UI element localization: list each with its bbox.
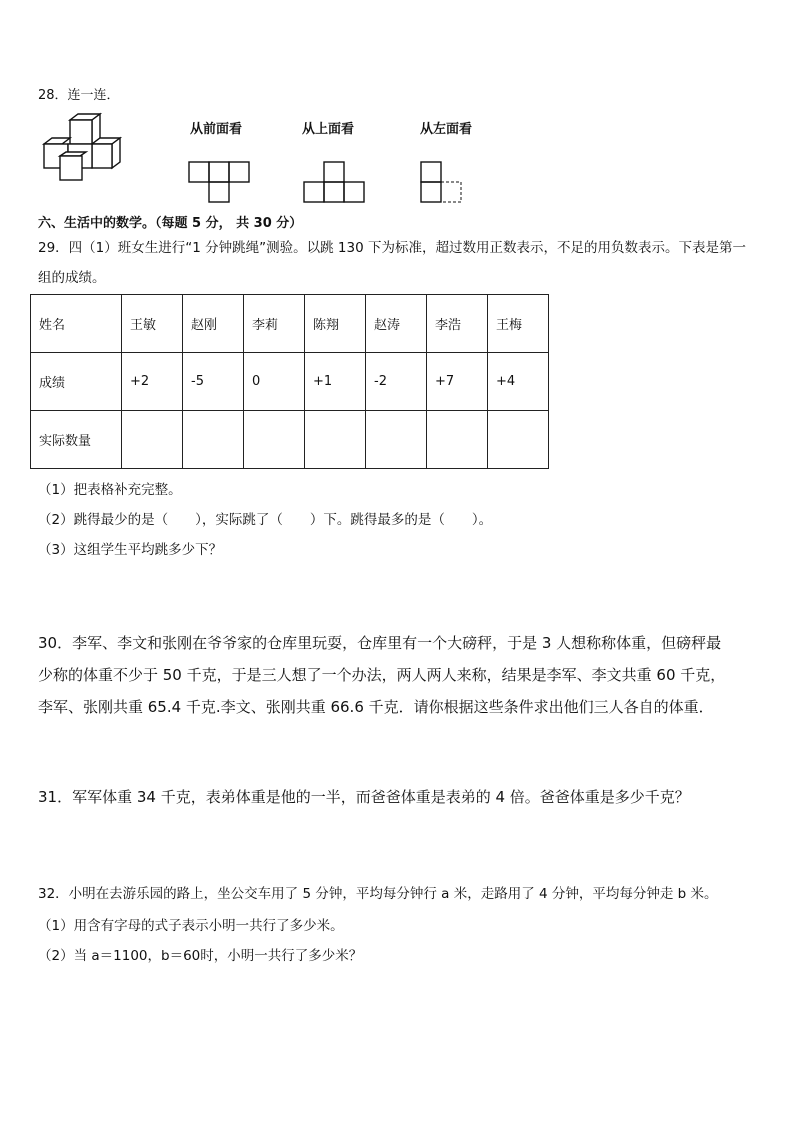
q30-line2: 少称的体重不少于 50 千克，于是三人想了一个办法，两人两人来称，结果是李军、李文共重 60 千克， <box>38 666 726 684</box>
q30-line3: 李军、张刚共重 65.4 千克.李文、张刚共重 66.6 千克．请你根据这些条件求出他们三人各自的体重． <box>38 698 714 716</box>
table-row <box>31 295 549 353</box>
table-cell: 王梅 <box>488 295 549 353</box>
table-cell: 王敏 <box>122 295 183 353</box>
score-table <box>30 294 549 469</box>
q32-sub2: （2）当 a＝1100，b＝60时，小明一共行了多少米？ <box>38 948 363 964</box>
q29-sub1: （1）把表格补充完整。 <box>38 482 182 498</box>
table-cell: -5 <box>183 353 244 411</box>
table-row <box>31 353 549 411</box>
view-label-top: 从上面看 <box>302 122 355 137</box>
table-cell: +7 <box>427 353 488 411</box>
table-cell: 李莉 <box>244 295 305 353</box>
table-cell-empty <box>366 411 427 469</box>
table-cell: 实际数量 <box>31 411 122 469</box>
cube-stack-figure <box>40 112 130 190</box>
table-cell-empty <box>427 411 488 469</box>
left-view-shape <box>420 160 464 206</box>
q32-stem: 32．小明在去游乐园的路上，坐公交车用了 5 分钟，平均每分钟行 a 米，走路用了 4 分钟，平均每分钟走 b 米。 <box>38 886 718 902</box>
table-cell-empty <box>305 411 366 469</box>
top-view-shape <box>303 160 365 206</box>
table-cell: +2 <box>122 353 183 411</box>
table-cell: 赵刚 <box>183 295 244 353</box>
table-cell: 姓名 <box>31 295 122 353</box>
table-cell: 0 <box>244 353 305 411</box>
table-cell-empty <box>122 411 183 469</box>
table-cell: 成绩 <box>31 353 122 411</box>
table-cell: -2 <box>366 353 427 411</box>
q29-sub3: （3）这组学生平均跳多少下？ <box>38 542 223 558</box>
q32-sub1: （1）用含有字母的式子表示小明一共行了多少米。 <box>38 918 344 934</box>
q29-stem-line1: 29．四（1）班女生进行“1 分钟跳绳”测验。以跳 130 下为标准，超过数用正数表示，不足的用负数表示。下表是第一 <box>38 240 746 256</box>
table-cell: 陈翔 <box>305 295 366 353</box>
view-label-front: 从前面看 <box>190 122 243 137</box>
table-cell-empty <box>244 411 305 469</box>
q29-stem-line2: 组的成绩。 <box>38 270 106 286</box>
table-cell-empty <box>183 411 244 469</box>
table-cell: +1 <box>305 353 366 411</box>
table-cell: 赵涛 <box>366 295 427 353</box>
q31-text: 31．军军体重 34 千克，表弟体重是他的一半，而爸爸体重是表弟的 4 倍。爸爸体重是多少千克？ <box>38 788 690 806</box>
section-heading: 六、生活中的数学。（每题 5 分， 共 30 分） <box>38 216 303 231</box>
q30-line1: 30．李军、李文和张刚在爷爷家的仓库里玩耍，仓库里有一个大磅秤，于是 3 人想称称体重，但磅秤最 <box>38 634 722 652</box>
q28-title: 28．连一连． <box>38 88 120 103</box>
front-view-shape <box>188 160 250 206</box>
table-cell: +4 <box>488 353 549 411</box>
table-cell-empty <box>488 411 549 469</box>
table-row <box>31 411 549 469</box>
view-label-left: 从左面看 <box>420 122 473 137</box>
q29-sub2: （2）跳得最少的是（ ），实际跳了（ ）下。跳得最多的是（ ）。 <box>38 512 493 528</box>
table-cell: 李浩 <box>427 295 488 353</box>
